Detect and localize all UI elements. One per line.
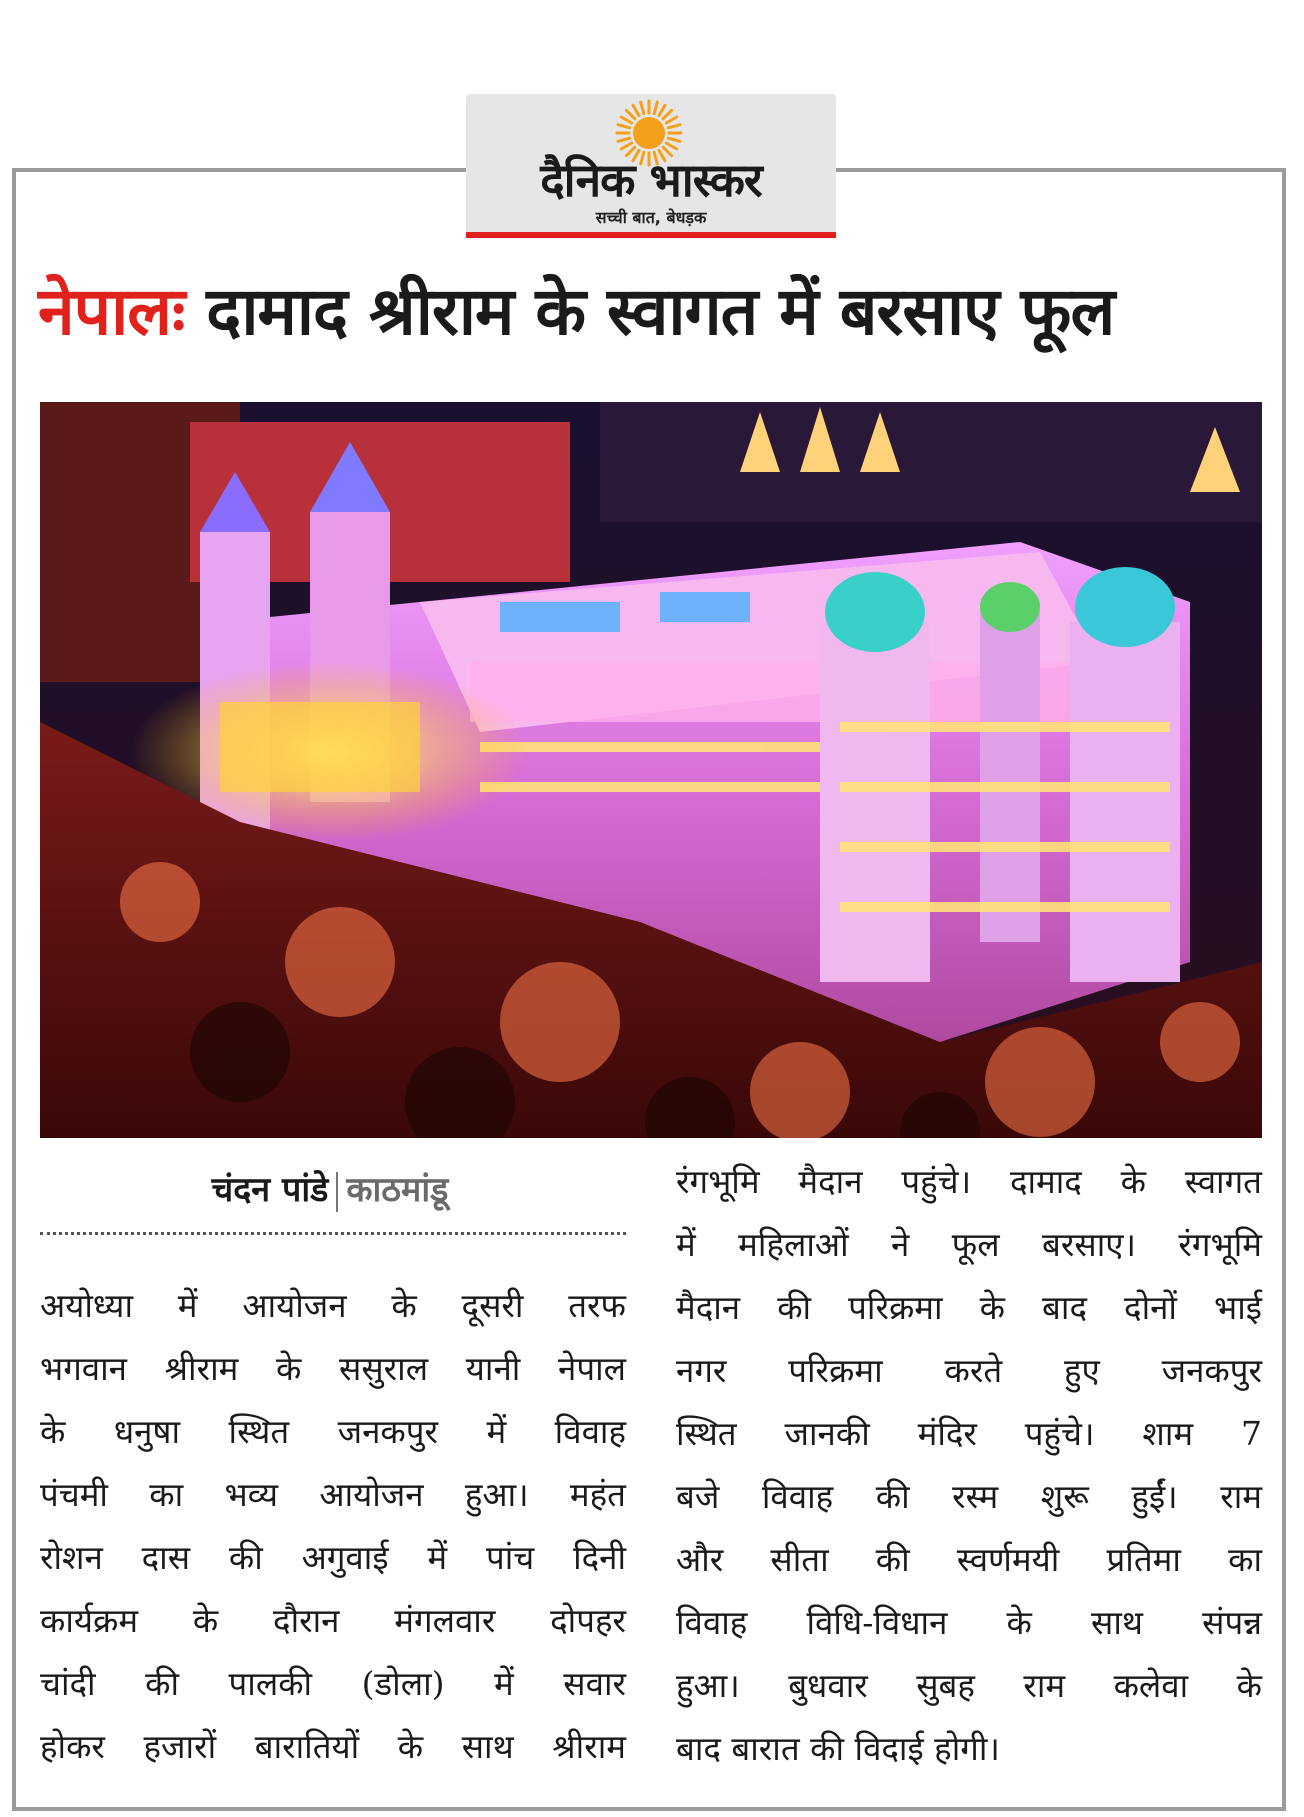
article-line: में महिलाओं ने फूल बरसाए। रंगभूमि [676, 1225, 1262, 1264]
masthead-rule [466, 232, 836, 238]
headline-text: दामाद श्रीराम के स्वागत में बरसाए फूल [206, 273, 1115, 350]
article-line: हुआ। बुधवार सुबह राम कलेवा के [676, 1666, 1262, 1705]
newspaper-name: दैनिक भास्कर [540, 153, 762, 207]
article-column-left [40, 1274, 626, 1778]
article-line: नगर परिक्रमा करते हुए जनकपुर [676, 1351, 1262, 1390]
article-line: भगवान श्रीराम के ससुराल यानी नेपाल [40, 1349, 626, 1388]
article-line: रोशन दास की अगुवाई में पांच दिनी [40, 1538, 626, 1577]
article-line: बाद बारात की विदाई होगी। [676, 1729, 1000, 1768]
article-line: चांदी की पालकी (डोला) में सवार [40, 1664, 626, 1703]
article-line: के धनुषा स्थित जनकपुर में विवाह [40, 1412, 626, 1451]
article-line: होकर हजारों बारातियों के साथ श्रीराम [40, 1727, 626, 1766]
article-line: बजे विवाह की रस्म शुरू हुईं। राम [676, 1477, 1262, 1516]
article-line: मैदान की परिक्रमा के बाद दोनों भाई [676, 1288, 1262, 1327]
article-line: अयोध्या में आयोजन के दूसरी तरफ [40, 1286, 626, 1325]
headline [38, 262, 1268, 362]
palace-illumination-photo [40, 402, 1262, 1138]
byline-dotted-rule [40, 1232, 626, 1235]
article-line: विवाह विधि-विधान के साथ संपन्न [676, 1603, 1262, 1642]
newspaper-masthead [466, 94, 836, 238]
article-column-right [676, 1150, 1262, 1780]
article-line: और सीता की स्वर्णमयी प्रतिमा का [676, 1540, 1262, 1579]
article-line: स्थित जानकी मंदिर पहुंचे। शाम 7 [676, 1414, 1262, 1453]
author-name: चंदन पांडे [211, 1170, 329, 1210]
article-line: कार्यक्रम के दौरान मंगलवार दोपहर [40, 1601, 626, 1640]
byline [40, 1150, 620, 1230]
newspaper-tagline: सच्ची बात, बेधड़क [595, 208, 707, 227]
article-line: रंगभूमि मैदान पहुंचे। दामाद के स्वागत [676, 1162, 1262, 1201]
article-line: पंचमी का भव्य आयोजन हुआ। महंत [40, 1475, 626, 1514]
byline-divider [336, 1172, 338, 1212]
dateline-place: काठमांडू [346, 1170, 449, 1210]
news-photo [40, 402, 1262, 1138]
headline-location: नेपालः [38, 273, 185, 350]
